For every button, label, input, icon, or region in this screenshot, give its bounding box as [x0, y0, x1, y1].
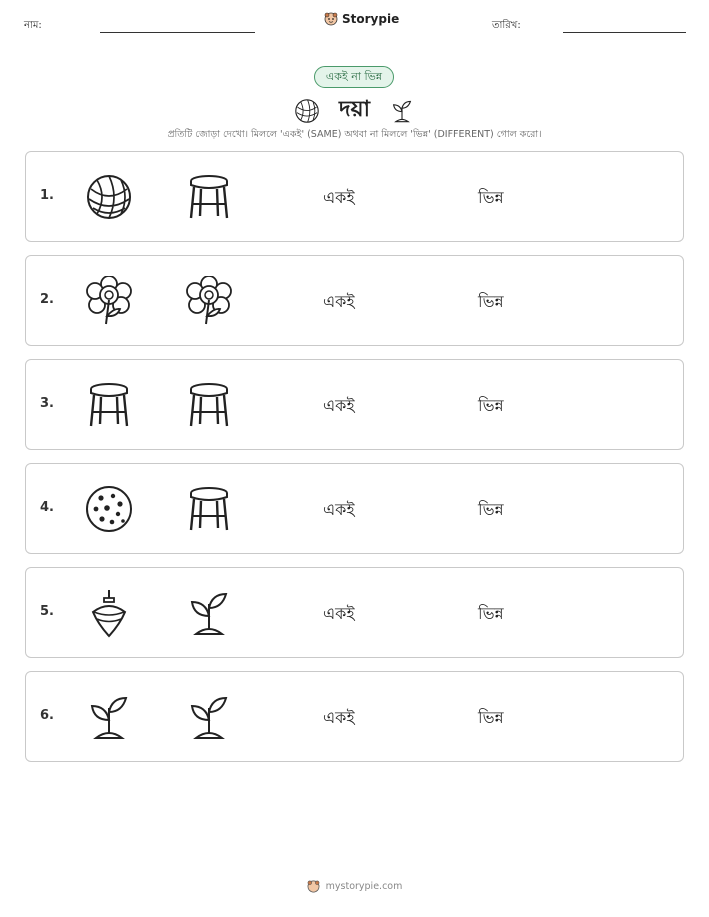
left-picture [84, 692, 134, 742]
right-picture [184, 484, 234, 534]
different-option[interactable]: ভিন্ন [478, 292, 504, 311]
different-option[interactable]: ভিন্ন [478, 604, 504, 623]
sprout-icon [84, 692, 134, 742]
same-option[interactable]: একই [323, 188, 355, 207]
footer [0, 880, 709, 893]
left-picture [84, 380, 134, 430]
stool-icon [84, 380, 134, 430]
sprout-icon [184, 692, 234, 742]
left-picture [84, 276, 134, 326]
question-number: 4. [40, 500, 54, 515]
question-number: 5. [40, 604, 54, 619]
stool-icon [184, 172, 234, 222]
flower-icon [84, 276, 134, 326]
mascot-icon [324, 12, 338, 26]
sprout-icon [388, 97, 416, 125]
name-label: নাম: [24, 20, 42, 31]
storypie-logo [324, 12, 399, 26]
different-option[interactable]: ভিন্ন [478, 396, 504, 415]
question-row-6 [25, 671, 684, 762]
mascot-icon [307, 880, 320, 893]
question-row-2 [25, 255, 684, 346]
same-option[interactable]: একই [323, 604, 355, 623]
activity-badge: একই না ভিন্ন [314, 66, 394, 88]
page-title: দয়া [339, 97, 370, 122]
left-picture [84, 484, 134, 534]
spinning-top-icon [84, 588, 134, 638]
different-option[interactable]: ভিন্ন [478, 500, 504, 519]
stool-icon [184, 380, 234, 430]
flower-icon [184, 276, 234, 326]
logo-text: Storypie [342, 12, 400, 26]
question-row-4 [25, 463, 684, 554]
right-picture [184, 276, 234, 326]
same-option[interactable]: একই [323, 396, 355, 415]
cookie-icon [84, 484, 134, 534]
right-picture [184, 588, 234, 638]
yarn-ball-icon [84, 172, 134, 222]
left-picture [84, 172, 134, 222]
right-picture [184, 380, 234, 430]
different-option[interactable]: ভিন্ন [478, 708, 504, 727]
name-line[interactable] [100, 32, 255, 33]
sprout-icon [184, 588, 234, 638]
date-line[interactable] [563, 32, 686, 33]
same-option[interactable]: একই [323, 708, 355, 727]
same-option[interactable]: একই [323, 292, 355, 311]
question-number: 2. [40, 292, 54, 307]
right-picture [184, 172, 234, 222]
yarn-ball-icon [293, 97, 321, 125]
question-number: 6. [40, 708, 54, 723]
question-number: 3. [40, 396, 54, 411]
question-row-1 [25, 151, 684, 242]
footer-url[interactable]: mystorypie.com [325, 881, 403, 892]
question-row-3 [25, 359, 684, 450]
right-picture [184, 692, 234, 742]
same-option[interactable]: একই [323, 500, 355, 519]
stool-icon [184, 484, 234, 534]
title-row [0, 92, 709, 129]
question-number: 1. [40, 188, 54, 203]
different-option[interactable]: ভিন্ন [478, 188, 504, 207]
date-label: তারিখ: [492, 20, 521, 31]
left-picture [84, 588, 134, 638]
instruction-text: প্রতিটি জোড়া দেখো। মিললে 'একই' (SAME) অথবা না মিললে 'ভিন্ন' (DIFFERENT) গোল করো। [167, 129, 542, 140]
question-row-5 [25, 567, 684, 658]
